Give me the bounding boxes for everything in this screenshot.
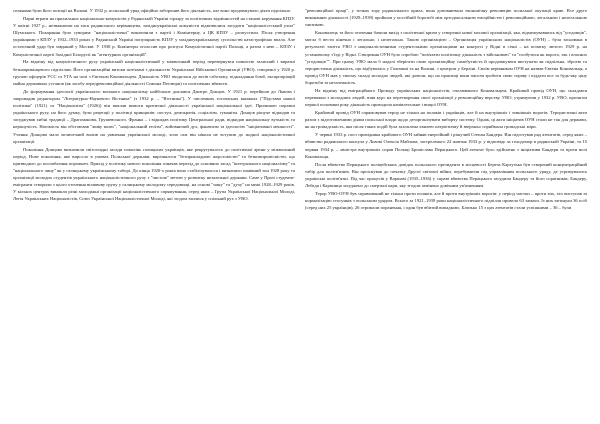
right-paragraph-7: Терор УВО-ОУН був спрямований не тільки проти поляків, але й проти внутрішніх ворогів: у період чистки – проти тих, хто виступав за нормалізацію стосунків з польським урядом. Всього за 1921–1939 роки націоналістичного підпілля провело 63 замахи. Із них загинули 36 осіб (серед них 25 українців), 26 отримали поранення, і один був вбитий випадково. Близько 15 з цих атентатів стали успішними – 36 – були [305, 190, 587, 211]
left-paragraph-1: селянами були його позиції на Волині. У 1932 р. польський уряд офіційно заборонив його діяльність, але воно продовжувало діяти підпільно. [13, 8, 292, 13]
right-paragraph-1: "революційної праці", у точках зору радикального крила, вона доповнювала економічну революцію польської окупації краю. Все друге виконанню діяльності (1929–1939) пройшов у постійній боротьбі між ортодоксальною емоційністю і революційною, легальною і нелегальною тактикою. [305, 8, 587, 28]
right-paragraph-4: Крайовий провід ОУН спрямовував терор не тільки на поляків і українців, але й на внутрішніх і зовнішніх ворогів. Терористичні акти разом з підготовленими діями польської влади щодо дезорганізувати виборчу систему. Однак, ці акти ініціатив ОУН стали не так для держави, як на громадськість, яка після таких подій була захоплена хвилею патріотизму й зверхньо сприймала громадські міри. [305, 110, 587, 130]
left-column [13, 7, 295, 419]
right-paragraph-6: Після вбивства Перацького поліцейських довідок польського президента в місцевості Береза Картузька був створений концентраційний табір для політв'язнів. Він проіснував до початку Другої світової війни, перебуваючи під управлінням польського уряду, де утримувались українські політв'язні. Під час процесів у Варшаві (1935–1936) у справі вбивства Перацького засудили Бандеру та його соратників; Бандеру, Лебедя і Карпинця засуджено до смертної кари, яку згодом замінено довічним ув'язненням. [305, 161, 587, 188]
right-paragraph-3: На відміну від еміграційного Проводу українських націоналістів, очолюваного Коновальцем, Крайовий провід ОУН, що складався переважно з молодших людей, взяв курс на перетворення своєї організації у революційну верству. УВО, утримуючи у 1932 р. УВО, протягом першої половини року діяльність проводила напівлегальне і вищої ОУН. [305, 87, 587, 108]
right-paragraph-2: Коновалець та його оточення бачили вихід з політичної кризи у створенні нової масової організації, яка, відмежувавшись від "угодовців", могла б вести кінечно і легально, і нелегально. Такою організацією – Організація українських націоналістів (ОУН) – була заснована в результаті злиття УВО з націоналістичними студентськими організаціями на конгресі у Відні в січні – на початку лютого 1929 р. на установчому з'їзді у Відні. Створення ОУН було спробою "пов'язати політичну діяльність з військовою" та "позбутися як ворога, так і власних "угодовців"". При цьому УВО мала б надалі зберігати свою організаційну самобутність й продовжувати виступати як підпільна, зброєю та терористична діяльність, що відбувалась у Галичині та на Волині, з центром у Берліні. Своїм керівником ОУН на назвав Євгена Коновальця, а провід ОУН мав у своєму складі молодих людей, які довели, що на практиці вони змогли зробити свою справу і віддати все за будь-яку ціну боротьби за незалежність. [305, 30, 587, 86]
right-paragraph-5: У червні 1933 р. пост провідника крайового ОУН зайняв енергійний і рішучий Степан Бандера. Він підготував ряд атентатів, серед яких – вбивство радянського консула у Львові Олексія Майлова, застреленого 22 жовтня 1933 р. у відповідь за голодомор в радянській Україні, та 15 червня 1934 р. – міністра внутрішніх справ Польщі Броніслава Перацького. Цей атентат було здійснено з ініціативи Бандери та проти волі Коновальця. [305, 132, 587, 159]
left-paragraph-5: Покоління Донцова визначили світоглядні засади поколінь галицьких українців, яке рекрутувалось до політичної арени у міжвоєнний період. Нове покоління, яке виросло в умовах Польської держави, вирізнялося "безприкладною жорстокістю" та безкомпромісністю, що призводило до поглиблення порожнеч. Прихід у політику нового покоління означав перехід до основних засад "інтегрального націоналізму" та "національного чину" як у галицькому українському таборі. До кінця 1920-х років воно стабілізувалося і визначило панівний тон 1928 року та організації молодих студентів українського націоналістичного руху з "чистою" метою у розвитку незалежної держави. Саме у Празі студенти-емігранти створили з цього оточення впливову групу у галицькому молодому середовищі, на основі "чину" та "духу" на межі 1928–1929 років. У кількох центрах виникли різні молодіжні організації націоналістичного спрямування, серед яких – Група Української Національної Молоді, Легія Українських Націоналістів, Союз Української Націоналістичної Молоді, які згодом злилися у спільний рух з УВО. [13, 146, 295, 202]
left-paragraph-2: Парні втрати на прихильних національно-комуністів у Радянській Україні гірлару за політичних відмінностей на станові керування КПЗУ. У квітні 1927 р., незважаючи на тиск радянського керівництва, західноукраїнські комуністи відмовилися засудити "націоналістський ухил" Шумського. Покарання було суворим: "націоналістичні" виключили з партії і Комінтерну, а ЦК КПЗУ – розпустили. Після утворення українцями з КПЗУ у 1932–1933 роках у Радянській Україні популярність КПЗУ у західноукраїнському суспільстві катастрофічно впала. Але остаточний удар був завданий у Москві: У 1938 р. Комінтерн оголосив про розпуск Комуністичної партії Польщі, а разом з нею – КПЗУ і Комуністичної партії Західної Білорусії як "агентурних організацій". [13, 15, 295, 57]
left-paragraph-4: До формування ідеології українського воєнного націоналізму найбільше доклався Дмитро Донцов. У 1921 р. перейшов до Львова і запровадив редактором "Літературно-Наукового Вістника" (з 1932 р. – "Вістника"). У численних тогочасних книжках ("Підстави нашої політики" (1921) та "Націоналізм" (1926)) він виклав вимоги критичної діяльності української національної ідеї. Причиною поразки українського руху, на його думку, були рецепції у політиці принципів: поступ, демократія, соціалізм, гуманізм. Донцов рішуче відкидав та засуджував хибні традиції – Драгоманова, Грушевського, Франка – і відкидав політику Центральної ради, відкидав національну вузькість та нерішучість. Натомість він обстоював "живу волю", "національний егоїзм", войовничий дух, фанатизм та ідеологію "ініціативної меншості". Учення Донцова мало величезний вплив на уявлення української молоді, хоча сам він ніколи не вступив до жодної націоналістичної організації. [13, 88, 295, 144]
right-column [305, 7, 587, 419]
left-paragraph-3: На відміну від комуністичного руху українській націоналістичний у міжвоєнний період перевернувся повністю захисний і виразні безнаприкінцевого підпіллям. Його організаційні витоки пов'язані з діяльністю Української Військової Організації (УВО), створеної у 1920 р. групою офіцерів УСС та УГА на чолі з Євгеном Коновальцем. Діяльність УВО зводилася до актів саботажу, підкладання бомб, експропріацій майна державних установ (як засобу передреволюційної діяльності Симона Петлюри) та політичних вбивств. [13, 59, 295, 86]
